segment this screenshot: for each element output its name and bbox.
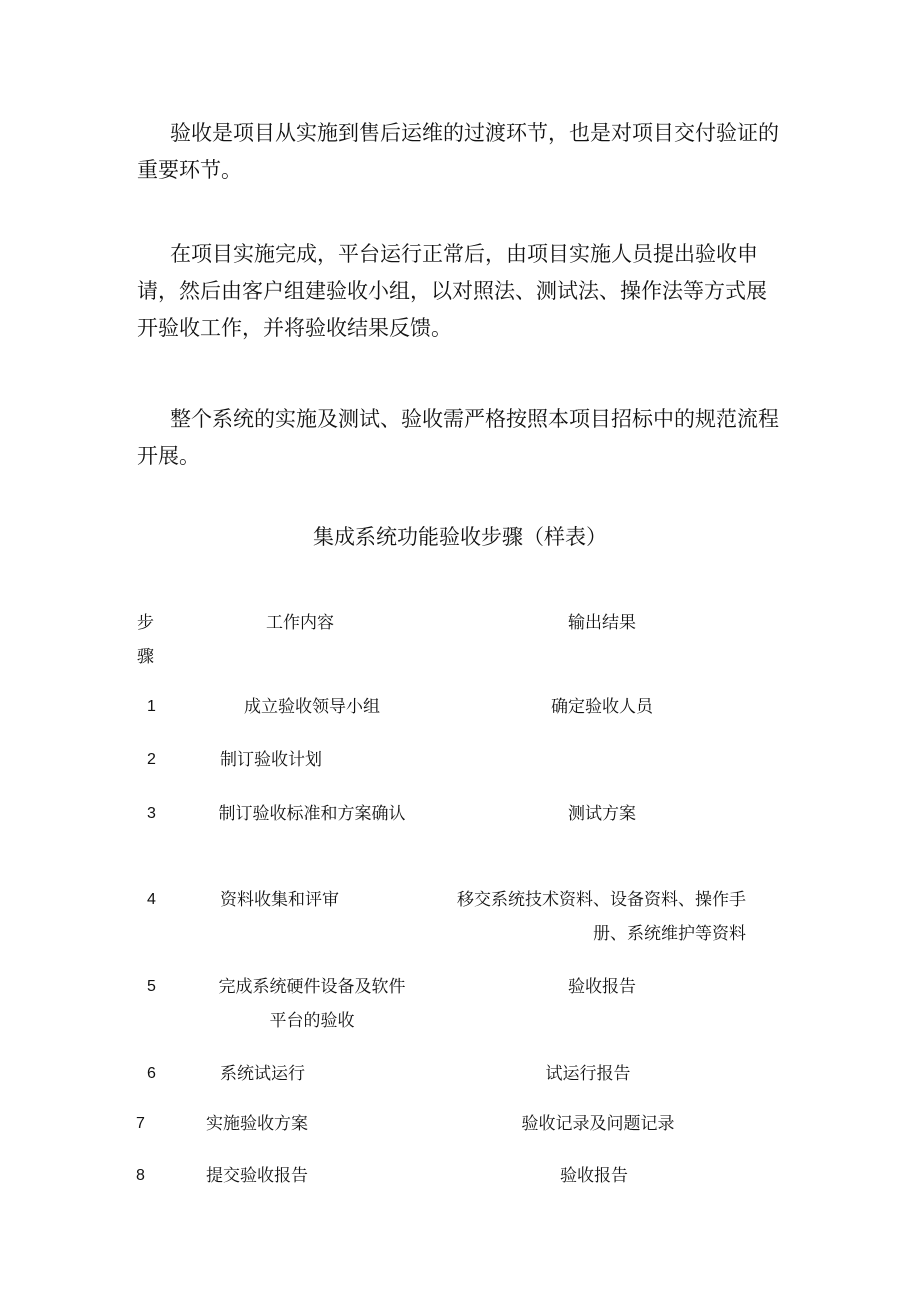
table-row-work: 完成系统硬件设备及软件平台的验收 (218, 977, 406, 1031)
header-step: 步骤 (137, 613, 154, 667)
table-row-step: 8 (136, 1167, 145, 1184)
table-row-work: 制订验收计划 (220, 750, 322, 770)
table-row-output: 移交系统技术资料、设备资料、操作手册、系统维护等资料 (457, 890, 746, 944)
table-row-step: 6 (147, 1065, 156, 1082)
table-row-step: 3 (147, 805, 156, 822)
paragraph-acceptance-standard: 整个系统的实施及测试、验收需严格按照本项目招标中的规范流程开展。 (137, 407, 779, 468)
table-row-work: 系统试运行 (220, 1064, 305, 1084)
table-row-step: 7 (136, 1115, 145, 1132)
table-row-step: 2 (147, 751, 156, 768)
table-row-work: 资料收集和评审 (220, 890, 339, 910)
paragraph-acceptance-intro: 验收是项目从实施到售后运维的过渡环节，也是对项目交付验证的重要环节。 (137, 121, 779, 182)
header-output-result: 输出结果 (568, 613, 636, 633)
table-row-step: 5 (147, 978, 156, 995)
table-row-output: 验收记录及问题记录 (521, 1114, 675, 1134)
table-row-work: 实施验收方案 (206, 1114, 308, 1134)
table-row-work: 成立验收领导小组 (244, 697, 380, 717)
table-row-output: 确定验收人员 (551, 697, 653, 717)
table-row-step: 4 (147, 891, 156, 908)
paragraph-acceptance-process: 在项目实施完成，平台运行正常后，由项目实施人员提出验收申请，然后由客户组建验收小组，以对照法、测试法、操作法等方式展开验收工作，并将验收结果反馈。 (137, 242, 767, 340)
table-title: 集成系统功能验收步骤（样表） (313, 525, 607, 549)
table-row-output: 测试方案 (568, 804, 636, 824)
table-row-work: 制订验收标准和方案确认 (218, 804, 406, 824)
table-row-work: 提交验收报告 (206, 1166, 308, 1186)
table-row-output: 验收报告 (560, 1166, 628, 1186)
header-work-content: 工作内容 (266, 613, 334, 633)
table-row-step: 1 (147, 698, 156, 715)
table-row-output: 试运行报告 (545, 1064, 631, 1084)
table-row-output: 验收报告 (568, 977, 636, 997)
